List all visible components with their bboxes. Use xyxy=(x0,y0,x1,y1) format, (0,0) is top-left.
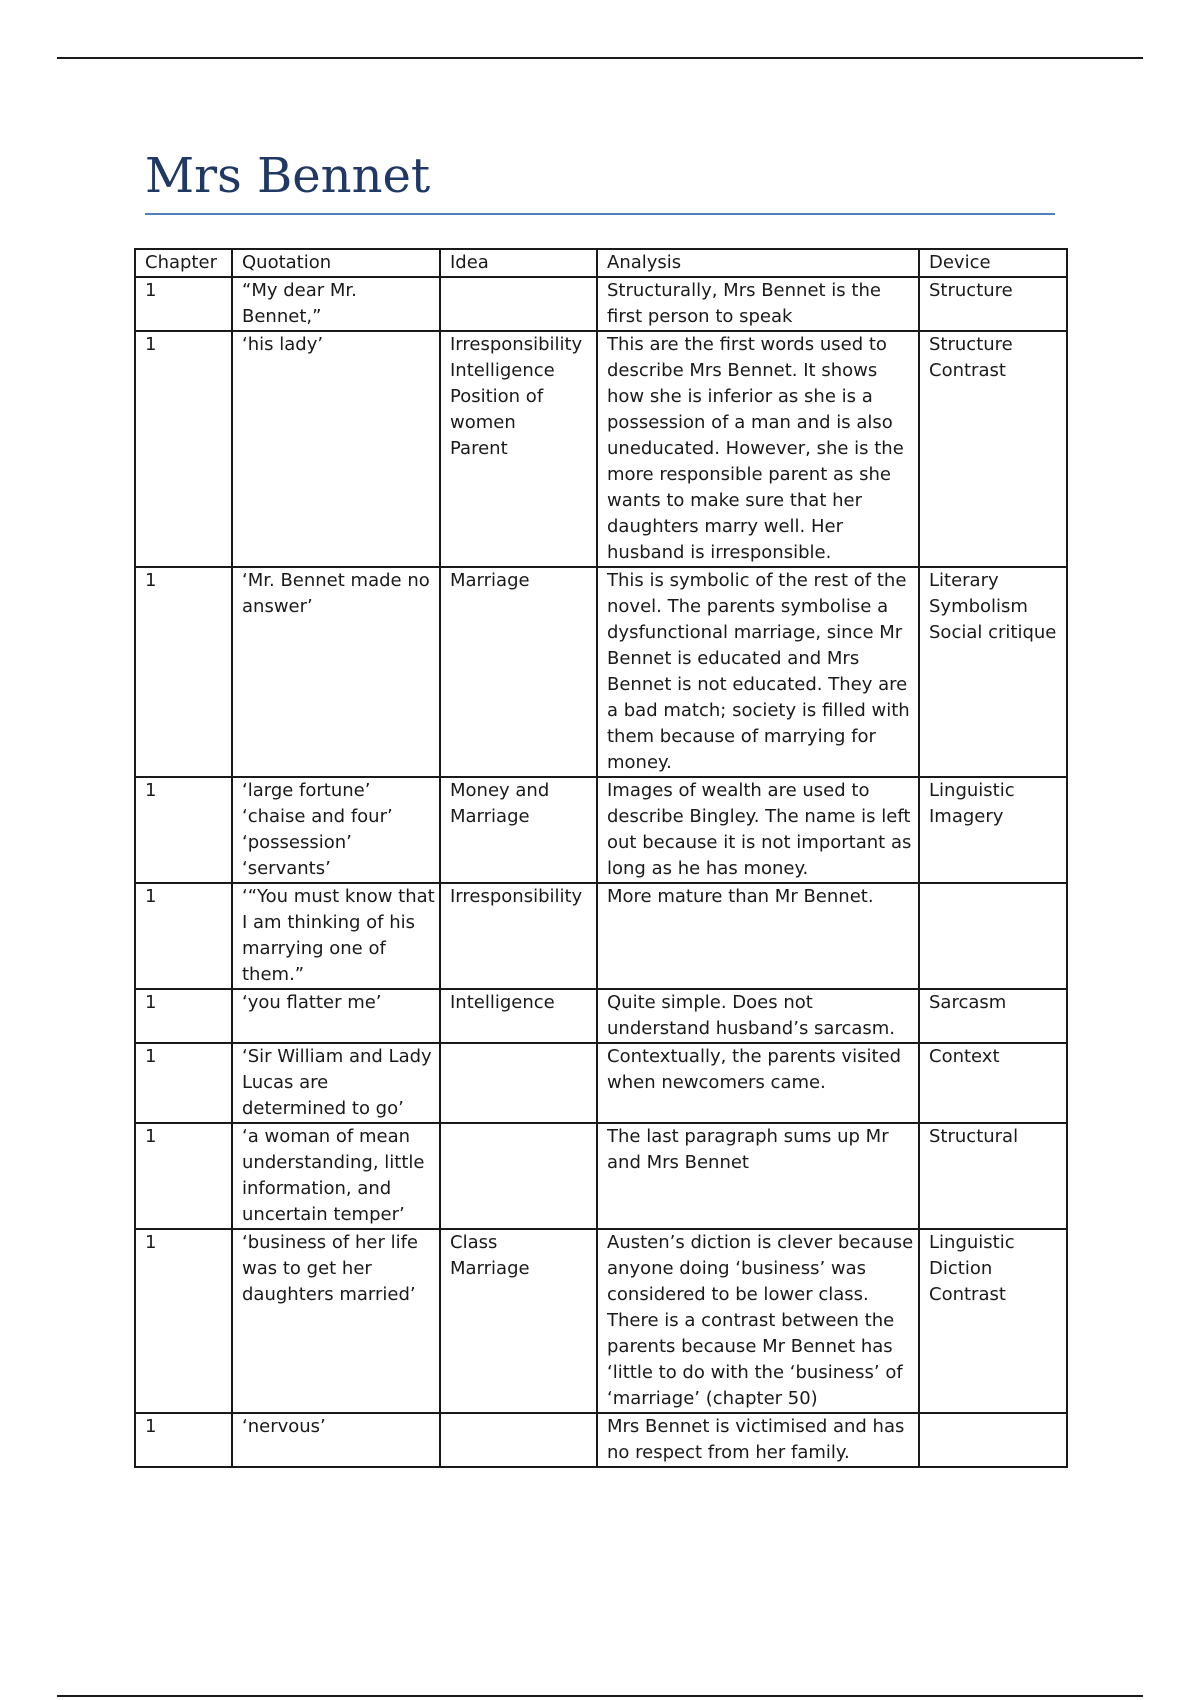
analysis-cell: The last paragraph sums up Mr and Mrs Bennet xyxy=(597,1123,919,1229)
idea-cell xyxy=(440,1413,597,1467)
device-cell: Structure Contrast xyxy=(919,331,1067,567)
chapter-cell: 1 xyxy=(135,1413,232,1467)
device-cell xyxy=(919,883,1067,989)
device-cell: Structure xyxy=(919,277,1067,331)
page-title: Mrs Bennet xyxy=(145,148,431,204)
idea-cell: Irresponsibility xyxy=(440,883,597,989)
table-row xyxy=(135,567,1067,777)
device-cell: Structural xyxy=(919,1123,1067,1229)
page-top-rule xyxy=(57,57,1143,59)
quotation-cell: “My dear Mr. Bennet,” xyxy=(232,277,440,331)
idea-cell: Irresponsibility Intelligence Position of women Parent xyxy=(440,331,597,567)
table-row xyxy=(135,777,1067,883)
table-row xyxy=(135,1229,1067,1413)
quotation-cell: ‘nervous’ xyxy=(232,1413,440,1467)
chapter-cell: 1 xyxy=(135,1043,232,1123)
chapter-cell: 1 xyxy=(135,567,232,777)
idea-cell: Class Marriage xyxy=(440,1229,597,1413)
analysis-cell: This are the first words used to describe Mrs Bennet. It shows how she is inferior as she is a possession of a man and is also uneducated. However, she is the more responsible parent as she wants to make sure that her daughters marry well. Her husband is irresponsible. xyxy=(597,331,919,567)
table-row xyxy=(135,331,1067,567)
analysis-cell: Structurally, Mrs Bennet is the first person to speak xyxy=(597,277,919,331)
quotation-analysis-table xyxy=(134,248,1068,1468)
analysis-cell: Contextually, the parents visited when newcomers came. xyxy=(597,1043,919,1123)
quotation-cell: ‘Mr. Bennet made no answer’ xyxy=(232,567,440,777)
quotation-cell: ‘a woman of mean understanding, little information, and uncertain temper’ xyxy=(232,1123,440,1229)
header-device: Device xyxy=(919,249,1067,277)
quotation-cell: ‘“You must know that I am thinking of his marrying one of them.” xyxy=(232,883,440,989)
idea-cell xyxy=(440,1123,597,1229)
quotation-cell: ‘you flatter me’ xyxy=(232,989,440,1043)
table-header-row xyxy=(135,249,1067,277)
table-row xyxy=(135,989,1067,1043)
table-row xyxy=(135,1413,1067,1467)
device-cell: Linguistic Imagery xyxy=(919,777,1067,883)
quotation-cell: ‘business of her life was to get her daughters married’ xyxy=(232,1229,440,1413)
chapter-cell: 1 xyxy=(135,277,232,331)
idea-cell: Marriage xyxy=(440,567,597,777)
quotation-cell: ‘his lady’ xyxy=(232,331,440,567)
header-analysis: Analysis xyxy=(597,249,919,277)
device-cell: Sarcasm xyxy=(919,989,1067,1043)
title-underline xyxy=(145,213,1055,215)
quotation-cell: ‘large fortune’ ‘chaise and four’ ‘possession’ ‘servants’ xyxy=(232,777,440,883)
device-cell: Context xyxy=(919,1043,1067,1123)
header-quotation: Quotation xyxy=(232,249,440,277)
header-idea: Idea xyxy=(440,249,597,277)
table-row xyxy=(135,1043,1067,1123)
chapter-cell: 1 xyxy=(135,1123,232,1229)
idea-cell xyxy=(440,277,597,331)
page-bottom-rule xyxy=(57,1695,1143,1697)
device-cell: Linguistic Diction Contrast xyxy=(919,1229,1067,1413)
analysis-cell: This is symbolic of the rest of the novel. The parents symbolise a dysfunctional marriage, since Mr Bennet is educated and Mrs Bennet is not educated. They are a bad match; society is filled with them because of marrying for money. xyxy=(597,567,919,777)
header-chapter: Chapter xyxy=(135,249,232,277)
idea-cell: Money and Marriage xyxy=(440,777,597,883)
chapter-cell: 1 xyxy=(135,989,232,1043)
device-cell xyxy=(919,1413,1067,1467)
table-row xyxy=(135,883,1067,989)
chapter-cell: 1 xyxy=(135,331,232,567)
analysis-cell: More mature than Mr Bennet. xyxy=(597,883,919,989)
idea-cell: Intelligence xyxy=(440,989,597,1043)
idea-cell xyxy=(440,1043,597,1123)
analysis-cell: Quite simple. Does not understand husband’s sarcasm. xyxy=(597,989,919,1043)
table-row xyxy=(135,277,1067,331)
quotation-cell: ‘Sir William and Lady Lucas are determined to go’ xyxy=(232,1043,440,1123)
analysis-cell: Austen’s diction is clever because anyone doing ‘business’ was considered to be lower class. There is a contrast between the parents because Mr Bennet has ‘little to do with the ‘business’ of ‘marriage’ (chapter 50) xyxy=(597,1229,919,1413)
chapter-cell: 1 xyxy=(135,1229,232,1413)
analysis-cell: Images of wealth are used to describe Bingley. The name is left out because it is not important as long as he has money. xyxy=(597,777,919,883)
device-cell: Literary Symbolism Social critique xyxy=(919,567,1067,777)
table-row xyxy=(135,1123,1067,1229)
chapter-cell: 1 xyxy=(135,777,232,883)
analysis-cell: Mrs Bennet is victimised and has no respect from her family. xyxy=(597,1413,919,1467)
chapter-cell: 1 xyxy=(135,883,232,989)
